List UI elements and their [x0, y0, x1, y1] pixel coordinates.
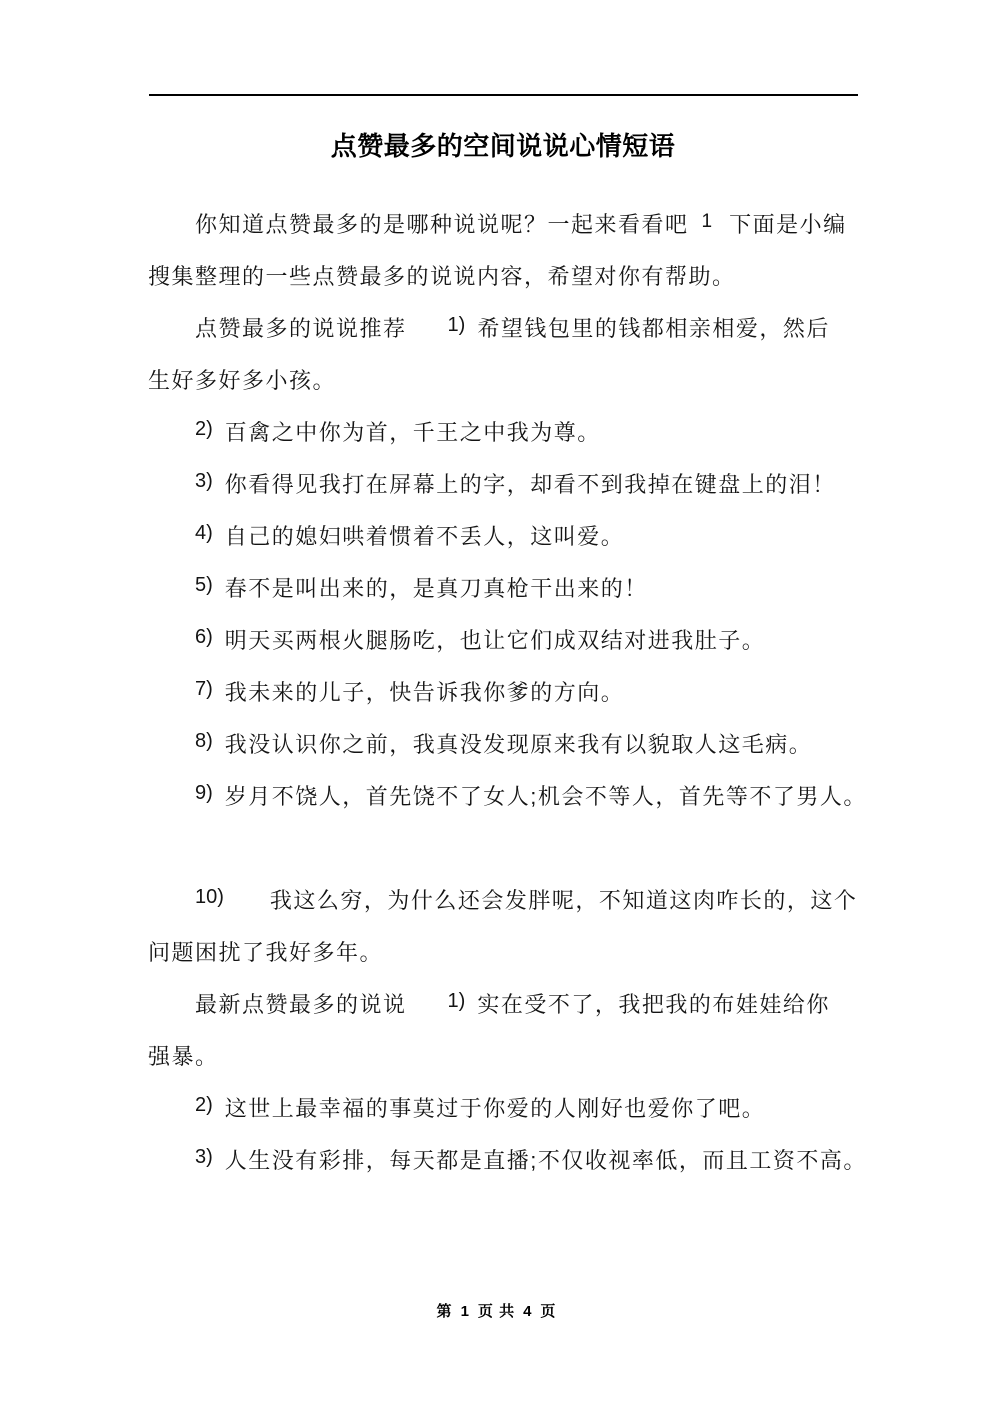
list-number: 8) — [195, 730, 213, 752]
superscript-number: 1 — [701, 211, 713, 232]
text-run: 百禽之中你为首，千王之中我为尊。 — [224, 420, 601, 445]
footer-suffix: 页 — [540, 1303, 557, 1320]
page-footer — [0, 1300, 993, 1321]
text-run: 下面是小编 — [729, 212, 847, 237]
section-start-line — [148, 979, 875, 1031]
list-number: 9) — [195, 782, 213, 804]
text-run: 春不是叫出来的，是真刀真枪干出来的！ — [224, 576, 648, 601]
text-run: 你知道点赞最多的是哪种说说呢？一起来看看吧 — [195, 212, 689, 237]
page-number: 1 — [460, 1303, 470, 1320]
text-run: 问题困扰了我好多年。 — [148, 940, 384, 965]
list-number: 7) — [195, 678, 213, 700]
list-item-line — [148, 615, 875, 667]
text-run: 搜集整理的一些点赞最多的说说内容，希望对你有帮助。 — [148, 264, 736, 289]
text-run: 这世上最幸福的事莫过于你爱的人刚好也爱你了吧。 — [224, 1096, 766, 1121]
text-run: 我这么穷，为什么还会发胖呢，不知道这肉咋长的，这个 — [269, 888, 858, 913]
list-number: 3) — [195, 1146, 213, 1168]
list-number: 2) — [195, 418, 213, 440]
list-number: 6) — [195, 626, 213, 648]
footer-middle: 页 共 — [477, 1303, 516, 1320]
text-run: 我未来的儿子，快告诉我你爹的方向。 — [224, 680, 625, 705]
text-run: 实在受不了，我把我的布娃娃给你 — [477, 992, 830, 1017]
text-run: 我没认识你之前，我真没发现原来我有以貌取人这毛病。 — [224, 732, 813, 757]
list-number: 10) — [195, 886, 224, 908]
list-item-line — [148, 1135, 875, 1187]
list-item-line — [148, 563, 875, 615]
list-number: 2) — [195, 1094, 213, 1116]
paragraph-line — [148, 927, 875, 979]
list-number: 3) — [195, 470, 213, 492]
total-pages: 4 — [523, 1303, 533, 1320]
list-item-line — [148, 407, 875, 459]
text-run: 人生没有彩排，每天都是直播;不仅收视率低，而且工资不高。 — [224, 1148, 867, 1173]
paragraph-line — [148, 355, 875, 407]
section-label: 点赞最多的说说推荐 — [195, 316, 407, 341]
text-run: 生好多好多小孩。 — [148, 368, 337, 393]
paragraph-line — [148, 1031, 875, 1083]
blank-line — [148, 823, 875, 875]
list-item-line — [148, 1083, 875, 1135]
list-item-line — [148, 771, 875, 823]
list-number: 4) — [195, 522, 213, 544]
footer-prefix: 第 — [436, 1303, 453, 1320]
list-item-line — [148, 875, 875, 927]
list-item-line — [148, 667, 875, 719]
text-run: 自己的媳妇哄着惯着不丢人，这叫爱。 — [224, 524, 625, 549]
text-run: 强暴。 — [148, 1044, 219, 1069]
section-label: 最新点赞最多的说说 — [195, 992, 407, 1017]
list-number: 5) — [195, 574, 213, 596]
text-run: 明天买两根火腿肠吃，也让它们成双结对进我肚子。 — [224, 628, 766, 653]
list-item-line — [148, 511, 875, 563]
paragraph-line — [148, 199, 875, 251]
document-body — [148, 199, 875, 1187]
text-run: 你看得见我打在屏幕上的字，却看不到我掉在键盘上的泪！ — [224, 472, 836, 497]
text-run: 希望钱包里的钱都相亲相爱，然后 — [477, 316, 830, 341]
header-rule — [149, 94, 858, 96]
text-run: 岁月不饶人，首先饶不了女人;机会不等人，首先等不了男人。 — [224, 784, 867, 809]
list-item-line — [148, 459, 875, 511]
section-start-line — [148, 303, 875, 355]
paragraph-line — [148, 251, 875, 303]
list-number: 1) — [447, 990, 466, 1012]
document-title: 点赞最多的空间说说心情短语 — [330, 131, 676, 161]
list-number: 1) — [447, 314, 466, 336]
list-item-line — [148, 719, 875, 771]
